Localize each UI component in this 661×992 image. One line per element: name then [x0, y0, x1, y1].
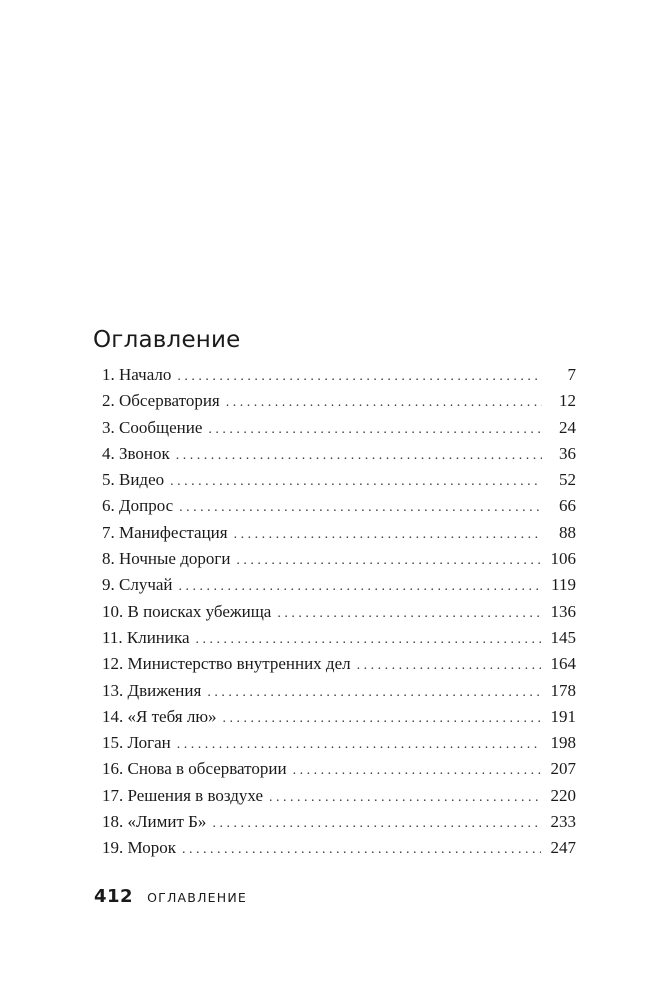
toc-entry-title: 7. Манифестация — [102, 522, 228, 542]
dot-leader — [177, 364, 542, 390]
toc-entry-title: 17. Решения в воздухе — [102, 785, 264, 805]
toc-entry-title: 15. Логан — [102, 733, 171, 753]
dot-leader — [182, 837, 541, 863]
toc-entry-page: 207 — [550, 759, 576, 779]
toc-entry-title: 11. Клиника — [102, 627, 190, 647]
toc-entry-title: 13. Движения — [102, 680, 202, 700]
toc-entry-title: 16. Снова в обсерватории — [102, 759, 287, 779]
dot-leader — [208, 417, 542, 443]
dot-leader — [196, 627, 541, 653]
toc-entry-title: 4. Звонок — [102, 443, 170, 463]
toc-entry-title: 9. Случай — [102, 575, 173, 595]
toc-entry-page: 164 — [550, 654, 576, 674]
toc-entry-page: 36 — [559, 443, 576, 463]
toc-entry-page: 66 — [559, 496, 576, 516]
dot-leader — [212, 811, 540, 837]
toc-entry-page: 178 — [550, 680, 576, 700]
toc-entry[interactable] — [102, 704, 576, 730]
toc-entry-page: 7 — [567, 365, 576, 384]
toc-entry-title: 8. Ночные дороги — [102, 549, 231, 569]
dot-leader — [223, 706, 541, 732]
dot-leader — [177, 732, 541, 758]
toc-entry-page: 145 — [550, 627, 576, 647]
toc-entry[interactable] — [102, 809, 576, 835]
toc-entry-page: 233 — [550, 812, 576, 832]
toc-entry-title: 18. «Лимит Б» — [102, 812, 207, 832]
dot-leader — [170, 469, 542, 495]
toc-entry-page: 119 — [551, 575, 576, 595]
toc-entry-title: 3. Сообщение — [102, 417, 203, 437]
page-title: Оглавление — [93, 327, 241, 354]
toc-entry[interactable] — [102, 362, 576, 388]
toc-entry[interactable] — [102, 651, 576, 677]
dot-leader — [179, 495, 542, 521]
toc-entry[interactable] — [102, 415, 576, 441]
toc-entry-title: 10. В поисках убежища — [102, 601, 272, 621]
toc-entry[interactable] — [102, 678, 576, 704]
toc-entry[interactable] — [102, 625, 576, 651]
toc-entry[interactable] — [102, 572, 576, 598]
toc-entry-title: 14. «Я тебя лю» — [102, 706, 217, 726]
toc-entry-title: 1. Начало — [102, 365, 172, 384]
toc-entry-page: 88 — [559, 522, 576, 542]
toc-entry-page: 191 — [550, 706, 576, 726]
page-number: 412 — [94, 886, 134, 907]
toc-entry-page: 106 — [550, 549, 576, 569]
toc-entry-title: 19. Морок — [102, 838, 176, 858]
toc-entry-page: 12 — [559, 391, 576, 411]
page-footer — [94, 886, 247, 907]
toc-entry[interactable] — [102, 493, 576, 519]
dot-leader — [236, 548, 540, 574]
toc-entry[interactable] — [102, 467, 576, 493]
toc-entry[interactable] — [102, 441, 576, 467]
toc-entry-title: 12. Министерство внутренних дел — [102, 654, 351, 674]
dot-leader — [277, 601, 540, 627]
toc-entry[interactable] — [102, 388, 576, 414]
toc-entry-page: 198 — [550, 733, 576, 753]
dot-leader — [269, 785, 540, 811]
dot-leader — [176, 443, 542, 469]
toc-entry[interactable] — [102, 756, 576, 782]
toc-entry-title: 5. Видео — [102, 470, 165, 490]
dot-leader — [179, 574, 542, 600]
toc-entry-page: 247 — [550, 838, 576, 858]
toc-entry-title: 6. Допрос — [102, 496, 174, 516]
toc-entry[interactable] — [102, 546, 576, 572]
dot-leader — [234, 522, 542, 548]
dot-leader — [357, 653, 541, 679]
toc-entry[interactable] — [102, 783, 576, 809]
toc-list — [102, 362, 576, 862]
toc-entry-title: 2. Обсерватория — [102, 391, 220, 411]
toc-entry[interactable] — [102, 835, 576, 861]
toc-entry[interactable] — [102, 520, 576, 546]
toc-entry-page: 220 — [550, 785, 576, 805]
toc-entry[interactable] — [102, 730, 576, 756]
toc-entry[interactable] — [102, 599, 576, 625]
dot-leader — [226, 390, 542, 416]
toc-entry-page: 52 — [559, 470, 576, 490]
running-header-section: ОГЛАВЛЕНИЕ — [147, 890, 248, 905]
dot-leader — [207, 680, 540, 706]
dot-leader — [293, 758, 541, 784]
toc-entry-page: 136 — [550, 601, 576, 621]
toc-entry-page: 24 — [559, 417, 576, 437]
